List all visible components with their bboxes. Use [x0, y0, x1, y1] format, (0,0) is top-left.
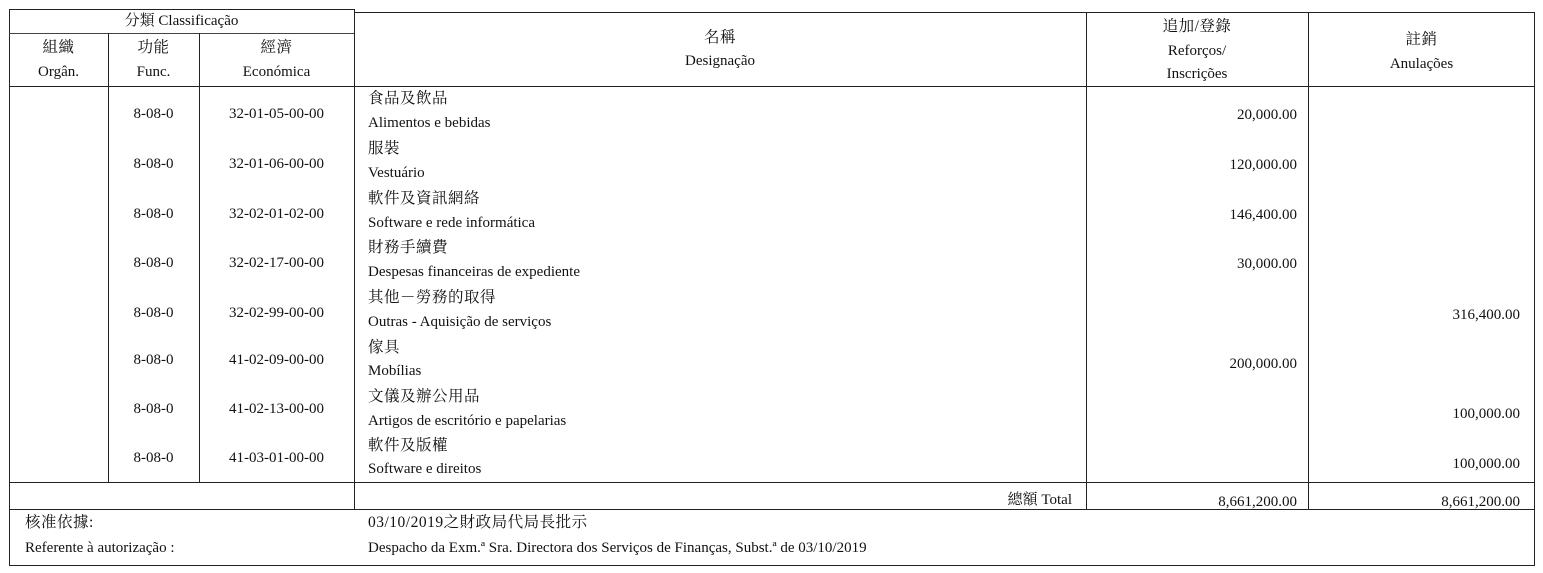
- row-econ: 41-02-09-00-00: [229, 352, 324, 368]
- row-func: 8-08-0: [133, 156, 174, 172]
- total-annulments: 8,661,200.00: [1441, 494, 1520, 510]
- row-annulment: 100,000.00: [1452, 456, 1520, 472]
- row-name-zh: 財務手續費: [368, 239, 449, 256]
- row-reinforcement: 146,400.00: [1229, 207, 1297, 223]
- total-label: 總額 Total: [1007, 492, 1072, 508]
- row-econ: 32-02-17-00-00: [229, 255, 324, 271]
- table-row: [9, 140, 1535, 189]
- row-reinforcement: 120,000.00: [1229, 157, 1297, 173]
- row-name-pt: Software e direitos: [368, 461, 482, 477]
- row-name-pt: Despesas financeiras de expediente: [368, 264, 580, 280]
- header-reinforcements-pt1: Reforços/: [1167, 43, 1227, 59]
- row-reinforcement: 20,000.00: [1237, 107, 1297, 123]
- header-func-pt: Func.: [136, 64, 171, 80]
- row-name-pt: Artigos de escritório e papelarias: [368, 413, 567, 429]
- table-row: [9, 388, 1535, 437]
- row-econ: 41-03-01-00-00: [229, 450, 324, 466]
- row-name-zh: 軟件及版權: [368, 437, 449, 454]
- footer-ref-label-pt: Referente à autorização :: [25, 540, 175, 556]
- border-top-right: [354, 12, 1535, 13]
- table-row: [9, 239, 1535, 288]
- row-econ: 32-01-06-00-00: [229, 156, 324, 172]
- row-econ: 32-02-01-02-00: [229, 206, 324, 222]
- row-econ: 41-02-13-00-00: [229, 401, 324, 417]
- row-name-pt: Outras - Aquisição de serviços: [368, 314, 552, 330]
- row-func: 8-08-0: [133, 305, 174, 321]
- table-row: [9, 90, 1535, 139]
- row-func: 8-08-0: [133, 255, 174, 271]
- table-row: [9, 437, 1535, 482]
- row-name-zh: 其他－勞務的取得: [368, 289, 497, 306]
- header-designation-pt: Designação: [685, 53, 755, 69]
- row-func: 8-08-0: [133, 450, 174, 466]
- header-classification: 分類 Classificação: [124, 13, 239, 29]
- row-func: 8-08-0: [133, 106, 174, 122]
- classification-underline: [9, 33, 354, 34]
- footer-ref-text-pt: Despacho da Exm.ª Sra. Directora dos Serviços de Finanças, Subst.ª de 03/10/2019: [368, 540, 867, 556]
- header-annulments-pt: Anulações: [1389, 56, 1454, 72]
- row-name-zh: 文儀及辦公用品: [368, 388, 481, 405]
- row-func: 8-08-0: [133, 401, 174, 417]
- border-top-left: [9, 9, 354, 10]
- row-annulment: 316,400.00: [1452, 307, 1520, 323]
- border-bottom: [9, 565, 1535, 566]
- row-name-pt: Software e rede informática: [368, 215, 535, 231]
- table-row: [9, 339, 1535, 388]
- row-econ: 32-02-99-00-00: [229, 305, 324, 321]
- header-func-zh: 功能: [137, 39, 170, 56]
- header-designation-zh: 名稱: [703, 29, 736, 46]
- row-name-zh: 服裝: [368, 140, 401, 157]
- row-reinforcement: 30,000.00: [1237, 256, 1297, 272]
- row-reinforcement: 200,000.00: [1229, 356, 1297, 372]
- total-reinforcements: 8,661,200.00: [1218, 494, 1297, 510]
- footer-ref-text-zh: 03/10/2019之財政局代局長批示: [368, 514, 588, 531]
- table-row: [9, 289, 1535, 338]
- header-econ-pt: Económica: [242, 64, 311, 80]
- row-name-pt: Alimentos e bebidas: [368, 115, 491, 131]
- table-row: [9, 190, 1535, 239]
- budget-table: [9, 9, 1535, 566]
- header-econ-zh: 經濟: [260, 39, 293, 56]
- header-organ-pt: Orgân.: [38, 64, 79, 80]
- total-bottom: [9, 509, 1535, 510]
- row-name-pt: Mobílias: [368, 363, 422, 379]
- header-annulments-zh: 註銷: [1405, 31, 1438, 48]
- row-econ: 32-01-05-00-00: [229, 106, 324, 122]
- header-bottom: [9, 86, 1535, 87]
- row-name-zh: 軟件及資訊網絡: [368, 190, 481, 207]
- header-reinforcements-pt2: Inscrições: [1166, 66, 1228, 82]
- row-func: 8-08-0: [133, 206, 174, 222]
- row-annulment: 100,000.00: [1452, 406, 1520, 422]
- header-organ-zh: 組織: [42, 39, 75, 56]
- row-name-zh: 傢具: [368, 339, 401, 356]
- row-name-pt: Vestuário: [368, 165, 425, 181]
- body-bottom: [9, 482, 1535, 483]
- row-func: 8-08-0: [133, 352, 174, 368]
- header-reinforcements-zh: 追加/登錄: [1162, 18, 1232, 35]
- row-name-zh: 食品及飲品: [368, 90, 449, 107]
- footer-ref-label-zh: 核准依據:: [25, 514, 94, 531]
